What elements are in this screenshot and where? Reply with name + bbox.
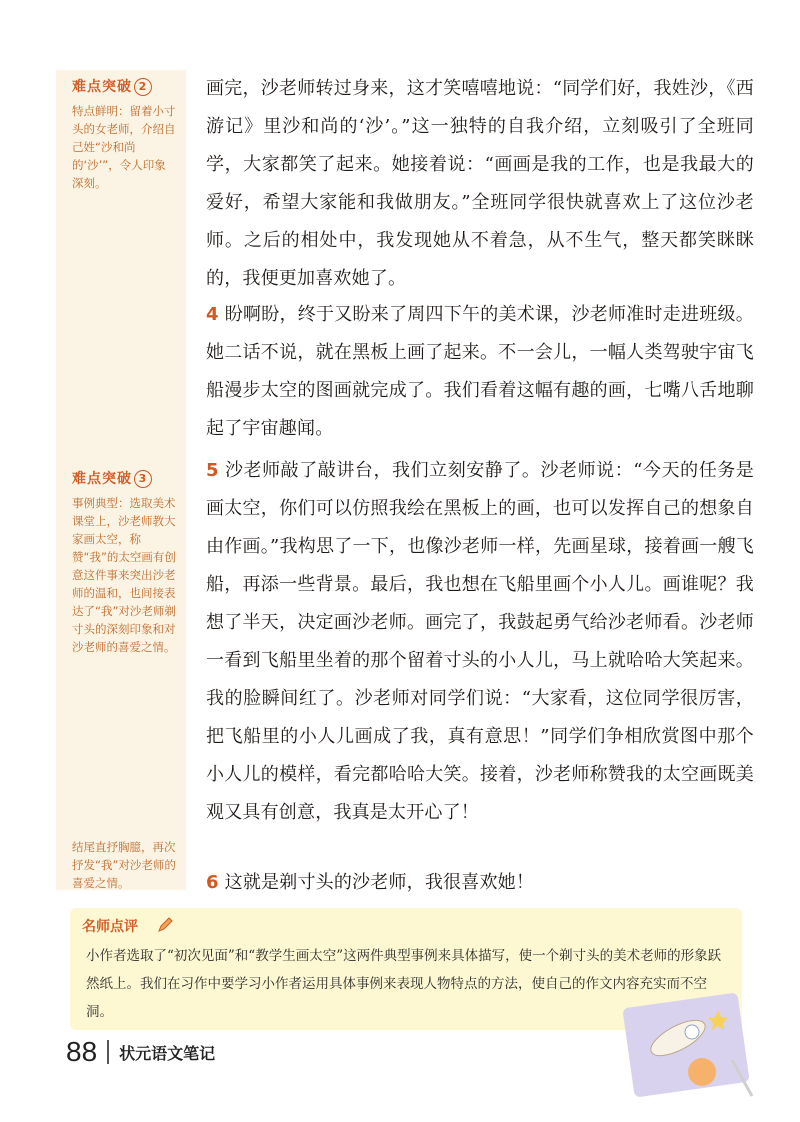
side-note-tag-number: 2 [134, 78, 152, 96]
side-note-tag-label: 难点突破 [72, 79, 132, 95]
side-note-3 [72, 838, 176, 892]
page-footer [66, 1036, 215, 1068]
side-note-tag [72, 78, 152, 96]
paragraph-text: 盼啊盼，终于又盼来了周四下午的美术课，沙老师准时走进班级。她二话不说，就在黑板上画了起来。不一会儿，一幅人类驾驶宇宙飞船漫步太空的图画就完成了。我们看着这幅有趣的画，七嘴八舌地聊起了宇宙趣闻。 [206, 304, 755, 439]
side-note-tag [72, 470, 152, 488]
paragraph-text: 沙老师敲了敲讲台，我们立刻安静了。沙老师说：“今天的任务是画太空，你们可以仿照我绘在黑板上的画，也可以发挥自己的想象自由作画。”我构思了一下，也像沙老师一样，先画星球，接着画一艘飞船，再添一些背景。最后，我也想在飞船里画个小人儿。画谁呢？我想了半天，决定画沙老师。画完了，我鼓起勇气给沙老师看。沙老师一看到飞船里坐着的那个留着寸头的小人儿，马上就哈哈大笑起来。我的脸瞬间红了。沙老师对同学们说：“大家看，这位同学很厉害，把飞船里的小人儿画成了我，真有意思！”同学们争相欣赏图中那个小人儿的模样，看完都哈哈大笑。接着，沙老师称赞我的太空画既美观又具有创意，我真是太开心了！ [206, 460, 755, 823]
review-title: 名师点评 [82, 919, 138, 935]
paragraph-text: 这就是剃寸头的沙老师，我很喜欢她！ [224, 872, 535, 893]
paragraph-number: 4 [206, 304, 219, 325]
side-note-1 [72, 78, 176, 192]
side-note-tag-number: 3 [134, 470, 152, 488]
paragraph-5 [206, 452, 754, 832]
side-note-2 [72, 470, 176, 656]
side-note-tag-label: 难点突破 [72, 471, 132, 487]
paragraph-6 [206, 864, 754, 902]
side-note-text: 结尾直抒胸臆，再次抒发“我”对沙老师的喜爱之情。 [72, 840, 176, 890]
side-note-text: 事例典型：选取美术课堂上，沙老师教大家画太空，称赞“我”的太空画有创意这件事来突出沙老师的温和，也间接表达了“我”对沙老师剃寸头的深刻印象和对沙老师的喜爱之情。 [72, 496, 176, 654]
book-title: 状元语文笔记 [119, 1043, 216, 1063]
paragraph-continued [206, 70, 754, 298]
paragraph-4 [206, 296, 754, 448]
review-text: 小作者选取了“初次见面”和“教学生画太空”这两件典型事例来具体描写，使一个剃寸头的美术老师的形象跃然纸上。我们在习作中要学习小作者运用具体事例来表现人物特点的方法，使自己的作文内容充实而不空洞。 [86, 948, 722, 1020]
page-number: 88 [66, 1036, 98, 1067]
side-note-text: 特点鲜明：留着小寸头的女老师，介绍自己姓“沙和尚的‘沙’”，令人印象深刻。 [72, 104, 176, 190]
space-illustration [600, 990, 760, 1100]
paragraph-text: 画完，沙老师转过身来，这才笑嘻嘻地说：“同学们好，我姓沙，《西游记》里沙和尚的‘沙’。”这一独特的自我介绍，立刻吸引了全班同学，大家都笑了起来。她接着说：“画画是我的工作，也是我最大的爱好，希望大家能和我做朋友。”全班同学很快就喜欢上了这位沙老师。之后的相处中，我发现她从不着急，从不生气，整天都笑眯眯的，我便更加喜欢她了。 [206, 78, 754, 289]
pencil-icon [156, 916, 174, 934]
paragraph-number: 6 [206, 872, 219, 893]
paragraph-number: 5 [206, 460, 219, 481]
footer-divider [107, 1040, 109, 1064]
